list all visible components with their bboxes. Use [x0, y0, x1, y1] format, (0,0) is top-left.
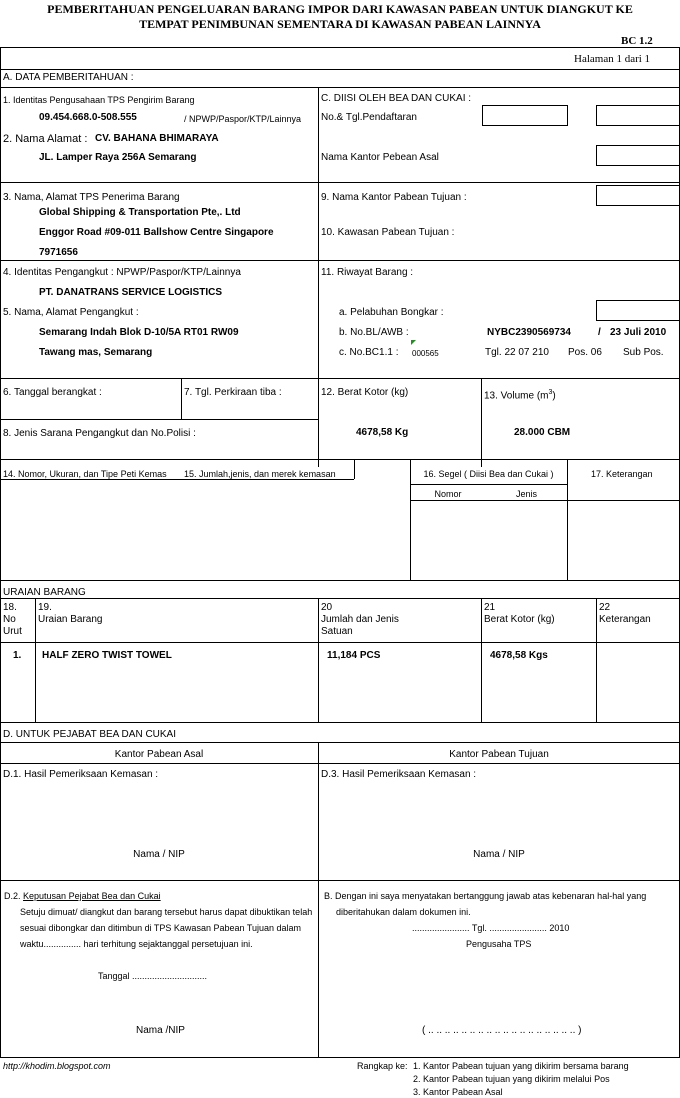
d2-tanggal: Tanggal .............................. [98, 971, 208, 981]
f11c-label: c. No.BC1.1 : [339, 347, 399, 358]
frame-left [0, 47, 1, 1058]
f1-label: 1. Identitas Pengusahaan TPS Pengirim Barang [3, 95, 195, 105]
name-nip-left: Nama / NIP [133, 849, 185, 860]
f12-value: 4678,58 Kg [356, 427, 409, 438]
row-desc: HALF ZERO TWIST TOWEL [42, 650, 172, 661]
rangkap-label: Rangkap ke: [357, 1061, 408, 1071]
reg-number-box[interactable] [482, 105, 568, 126]
d2-line3: waktu............... hari terhitung sejaktanggal persetujuan ini. [20, 939, 253, 949]
reg-label: No.& Tgl.Pendaftaran [321, 112, 417, 123]
row-no: 1. [13, 650, 22, 661]
rule [481, 598, 482, 722]
f3-address1: Enggor Road #09-011 Ballshow Centre Singapore [39, 227, 274, 238]
origin-office: Kantor Pabean Asal [114, 749, 204, 760]
rule [0, 182, 680, 183]
f2-name: CV. BAHANA BHIMARAYA [95, 133, 219, 144]
rule [481, 378, 482, 467]
b-line2: diberitahukan dalam dokumen ini. [336, 907, 471, 917]
d3-label: D.3. Hasil Pemeriksaan Kemasan : [321, 769, 477, 780]
d2-name-nip: Nama /NIP [136, 1025, 185, 1036]
f15-label: 15. Jumlah,jenis, dan merek kemasan [184, 469, 336, 479]
f16-nomor: Nomor [434, 489, 462, 499]
col19-header: 19. Uraian Barang [38, 602, 103, 625]
goods-title: URAIAN BARANG [3, 587, 86, 598]
rule [0, 260, 680, 261]
rule [567, 459, 568, 580]
rule [0, 378, 680, 379]
row-qty: 11,184 PCS [327, 650, 381, 661]
rule [410, 484, 567, 485]
rule [0, 87, 680, 88]
f17-label: 17. Keterangan [591, 469, 653, 479]
f12-label: 12. Berat Kotor (kg) [321, 387, 409, 398]
f11b-date: 23 Juli 2010 [610, 327, 667, 338]
f11c-subpos: Sub Pos. [623, 347, 664, 358]
rule [318, 87, 319, 467]
section-c-title: C. DIISI OLEH BEA DAN CUKAI : [321, 93, 472, 104]
f1-type: / NPWP/Paspor/KTP/Lainnya [184, 114, 302, 124]
rule [0, 580, 680, 581]
f11c-value: 000565 [412, 349, 439, 358]
row-weight: 4678,58 Kgs [490, 650, 548, 661]
rule [0, 742, 680, 743]
copy-1: 1. Kantor Pabean tujuan yang dikirim bersama barang [413, 1061, 629, 1071]
f1-value: 09.454.668.0-508.555 [39, 112, 137, 123]
rule [0, 598, 680, 599]
f5-label: 5. Nama, Alamat Pengangkut : [3, 307, 139, 318]
f11a-label: a. Pelabuhan Bongkar : [339, 307, 444, 318]
rule [318, 742, 319, 1058]
rule [318, 598, 319, 722]
f16-jenis: Jenis [515, 489, 537, 499]
name-nip-right: Nama / NIP [473, 849, 525, 860]
office-origin-box[interactable] [596, 145, 680, 166]
f7-label: 7. Tgl. Perkiraan tiba : [184, 387, 282, 398]
rule [596, 598, 597, 722]
rule [0, 69, 680, 70]
f9-label: 9. Nama Kantor Pabean Tujuan : [321, 192, 467, 203]
rule [0, 1057, 680, 1058]
rule [0, 763, 680, 764]
section-a-title: A. DATA PEMBERITAHUAN : [3, 72, 134, 83]
rule [0, 880, 680, 881]
reg-date-box[interactable] [596, 105, 680, 126]
f11-label: 11. Riwayat Barang : [321, 267, 414, 278]
b-sign-line: ( .. .. .. .. .. .. .. .. .. .. .. .. .. .. .. .. .. .. ) [422, 1025, 582, 1036]
f6-label: 6. Tanggal berangkat : [3, 387, 102, 398]
d1-label: D.1. Hasil Pemeriksaan Kemasan : [3, 769, 159, 780]
rule [410, 500, 680, 501]
d2-line2: sesuai dibongkar dan ditimbun di TPS Kawasan Pabean Tujuan dalam [20, 923, 302, 933]
d2-label: D.2. Keputusan Pejabat Bea dan Cukai [4, 891, 161, 901]
form-code: BC 1.2 [621, 35, 653, 47]
f11a-box[interactable] [596, 300, 680, 321]
copy-3: 3. Kantor Pabean Asal [413, 1087, 503, 1097]
f2-label: 2. Nama Alamat : [3, 133, 88, 145]
f5-address1: Semarang Indah Blok D-10/5A RT01 RW09 [39, 327, 239, 338]
f3-label: 3. Nama, Alamat TPS Penerima Barang [3, 192, 180, 203]
b-line1: B. Dengan ini saya menyatakan bertanggung jawab atas kebenaran hal-hal yang [324, 891, 647, 901]
rule [35, 598, 36, 722]
office-origin-label: Nama Kantor Pebean Asal [321, 152, 439, 163]
f3-name: Global Shipping & Transportation Pte,. Ltd [39, 207, 241, 218]
f11c-pos: Pos. 06 [568, 347, 602, 358]
copy-2: 2. Kantor Pabean tujuan yang dikirim melalui Pos [413, 1074, 610, 1084]
page-info: Halaman 1 dari 1 [574, 53, 651, 65]
f14-label: 14. Nomor, Ukuran, dan Tipe Peti Kemas [3, 469, 167, 479]
f3-address2: 7971656 [39, 247, 78, 258]
rule [354, 459, 355, 479]
rule [181, 378, 182, 419]
f13-value: 28.000 CBM [514, 427, 571, 438]
f11c-tgl: Tgl. 22 07 210 [485, 347, 549, 358]
rule [0, 642, 680, 643]
f11b-value: NYBC2390569734 [487, 327, 571, 338]
f8-label: 8. Jenis Sarana Pengangkut dan No.Polisi : [3, 428, 196, 439]
col18-header: 18. No Urut [3, 602, 22, 637]
f13-label: 13. Volume $(m^3)$ [484, 389, 556, 402]
blog-link[interactable]: http://khodim.blogspot.com [3, 1061, 111, 1071]
dest-office: Kantor Pabean Tujuan [449, 749, 549, 760]
f11b-sep: / [598, 327, 601, 338]
rule [354, 459, 410, 460]
form-title-line2: TEMPAT PENIMBUNAN SEMENTARA DI KAWASAN PABEAN LAINNYA [139, 17, 541, 31]
f11b-label: b. No.BL/AWB : [339, 327, 409, 338]
col20-header: 20 Jumlah dan Jenis Satuan [321, 602, 399, 637]
d2-line1: Setuju dimuat/ diangkut dan barang tersebut harus dapat dibuktikan telah [20, 907, 313, 917]
form-title-line1: PEMBERITAHUAN PENGELUARAN BARANG IMPOR DARI KAWASAN PABEAN UNTUK DIANGKUT KE [47, 2, 633, 16]
rule [0, 722, 680, 723]
f4-label: 4. Identitas Pengangkut : NPWP/Paspor/KTP/Lainnya [3, 267, 241, 278]
b-signer: Pengusaha TPS [466, 939, 532, 949]
f5-address2: Tawang mas, Semarang [39, 347, 153, 358]
f2-address: JL. Lamper Raya 256A Semarang [39, 152, 197, 163]
b-date: ....................... Tgl. ....................... 2010 [412, 923, 570, 933]
cell-comment-marker [411, 340, 416, 345]
rule [0, 459, 680, 460]
rule [0, 419, 318, 420]
col21-header: 21 Berat Kotor (kg) [484, 602, 555, 625]
f10-label: 10. Kawasan Pabean Tujuan : [321, 227, 455, 238]
col22-header: 22 Keterangan [599, 602, 651, 625]
f9-box[interactable] [596, 185, 680, 206]
section-d-title: D. UNTUK PEJABAT BEA DAN CUKAI [3, 729, 177, 740]
rule [0, 47, 680, 48]
f4-value: PT. DANATRANS SERVICE LOGISTICS [39, 287, 222, 298]
f16-label: 16. Segel ( Diisi Bea dan Cukai ) [423, 469, 554, 479]
